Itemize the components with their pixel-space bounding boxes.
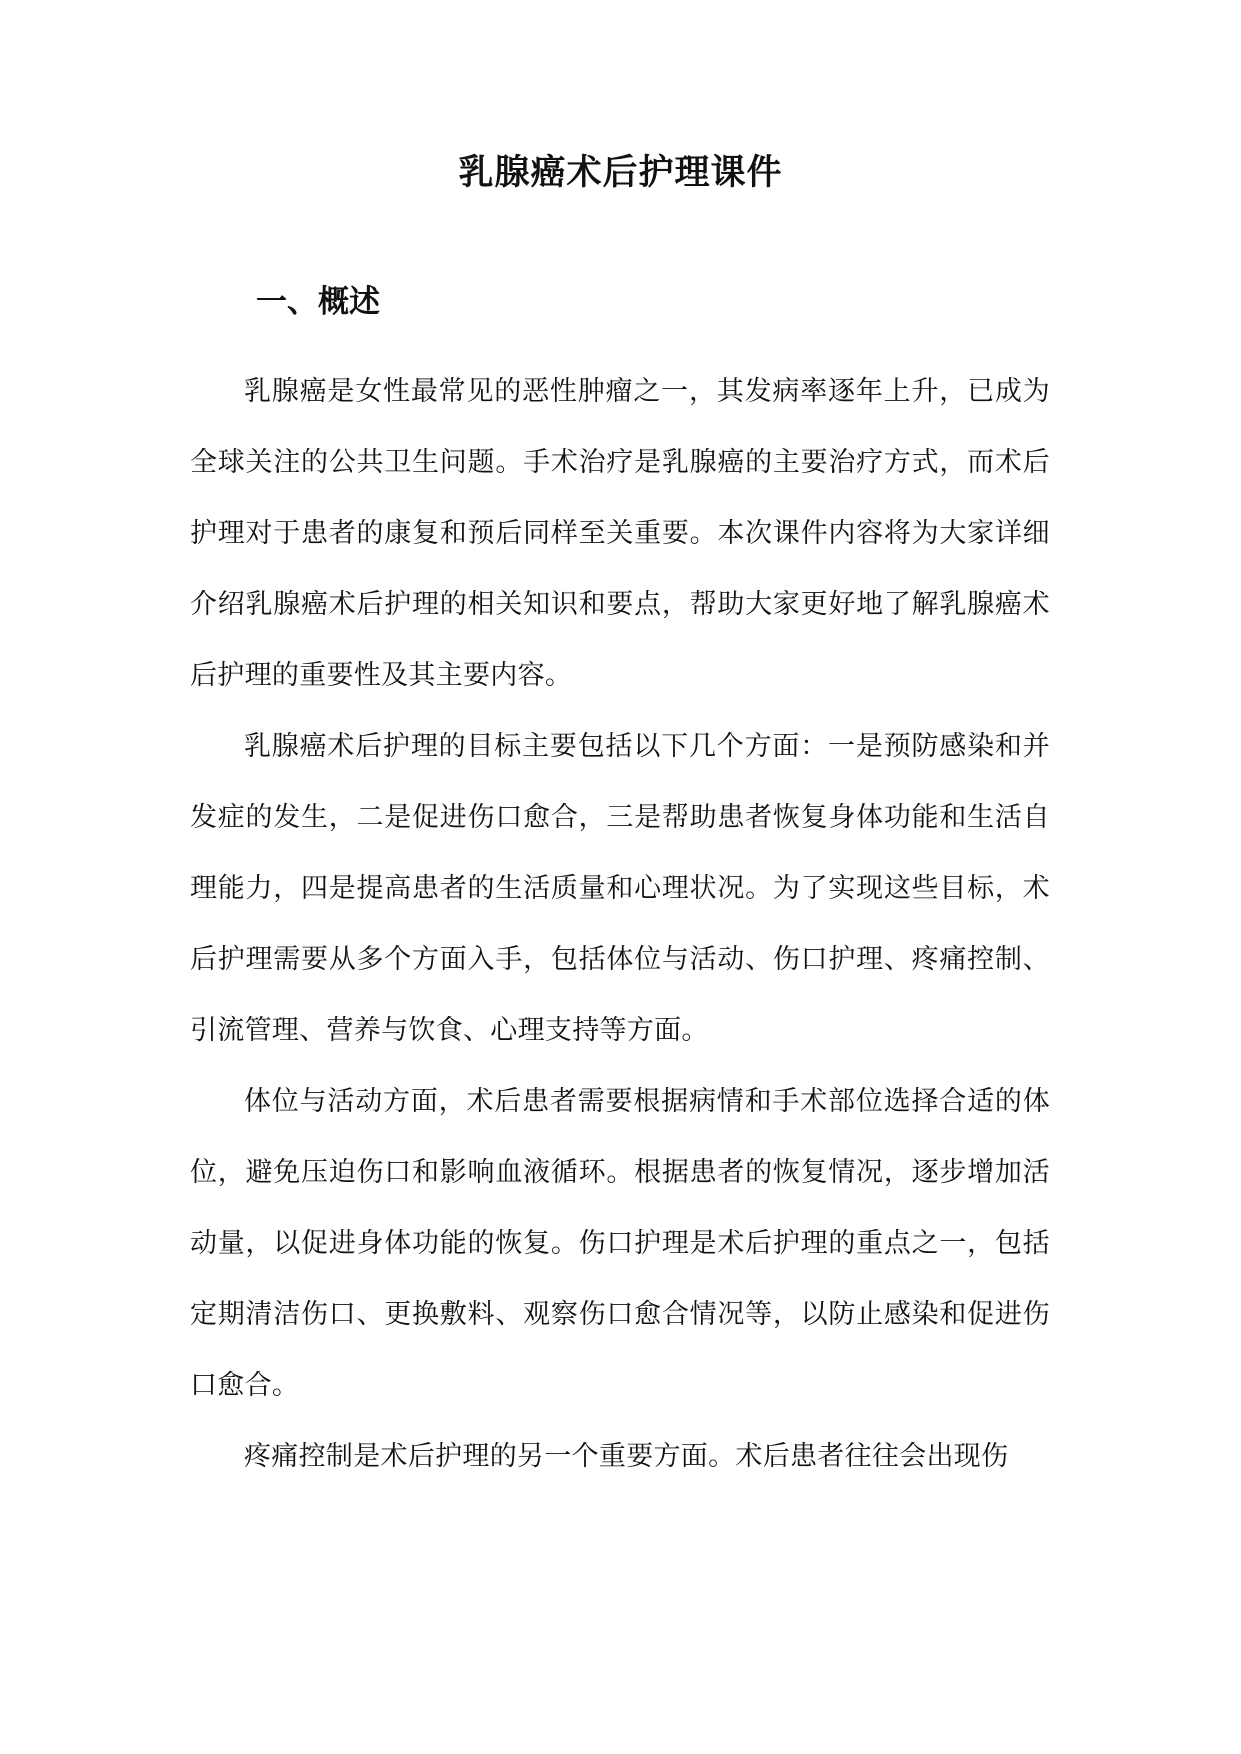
paragraph: 体位与活动方面，术后患者需要根据病情和手术部位选择合适的体位，避免压迫伤口和影响血液循环。根据患者的恢复情况，逐步增加活动量，以促进身体功能的恢复。伤口护理是术后护理的重点之一，包括定期清洁伤口、更换敷料、观察伤口愈合情况等，以防止感染和促进伤口愈合。 xyxy=(190,1086,1050,1401)
paragraph: 乳腺癌是女性最常见的恶性肿瘤之一，其发病率逐年上升，已成为全球关注的公共卫生问题。手术治疗是乳腺癌的主要治疗方式，而术后护理对于患者的康复和预后同样至关重要。本次课件内容将为大家详细介绍乳腺癌术后护理的相关知识和要点，帮助大家更好地了解乳腺癌术后护理的重要性及其主要内容。 xyxy=(190,376,1050,691)
paragraph: 乳腺癌术后护理的目标主要包括以下几个方面：一是预防感染和并发症的发生，二是促进伤口愈合，三是帮助患者恢复身体功能和生活自理能力，四是提高患者的生活质量和心理状况。为了实现这些目标，术后护理需要从多个方面入手，包括体位与活动、伤口护理、疼痛控制、引流管理、营养与饮食、心理支持等方面。 xyxy=(190,731,1050,1046)
document-body xyxy=(190,356,1050,1492)
section-heading: 一、概述 xyxy=(256,284,380,320)
paragraph: 疼痛控制是术后护理的另一个重要方面。术后患者往往会出现伤 xyxy=(244,1441,1009,1472)
document-title: 乳腺癌术后护理课件 xyxy=(458,152,783,193)
